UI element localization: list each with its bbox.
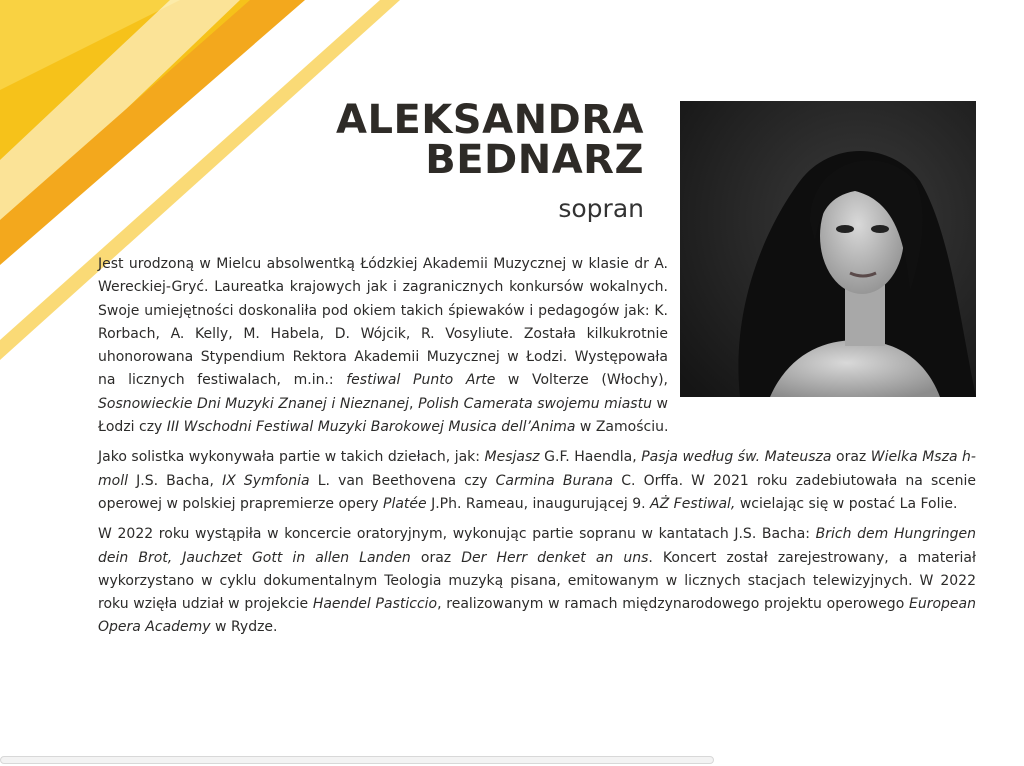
bio-p1-segment: Jest urodzoną w Mielcu absolwentką Łódzkiej Akademii Muzycznej w klasie dr A. Wereckiej-Gryć. Laureatka krajowych jak i zagranicznych konkursów wokalnych. Swoje umiejętności doskonaliła pod okiem takich śpiewaków i pedagogów jak: K. Rorbach, A. Kelly, M. Habela, D. Wójcik, R. Vosyliute. Została kilkukrotnie uhonorowana Stypendium Rektora Akademii Muzycznej w Łodzi. Występowała na licznych festiwalach, m.in.: — [98, 256, 668, 389]
bio-p1-segment: w Łodzi czy — [98, 395, 669, 436]
bio-p3-segment: European Opera Academy — [98, 596, 976, 636]
bio-p2-segment: G.F. Haendla, — [539, 449, 642, 466]
bio-paragraph-3 — [98, 523, 976, 639]
bio-p1-segment: w Zamościu. — [575, 419, 669, 436]
bio-p2-segment: Carmina Burana — [495, 472, 614, 489]
bio-p3-segment: Brich dem Hungringen dein Brot, Jauchzet Gott in allen Landen — [98, 526, 976, 566]
bio-p2-segment: Mesjasz — [484, 449, 540, 466]
bio-p2-segment: IX Symfonia — [222, 472, 310, 489]
bio-p3-segment: , realizowanym w ramach międzynarodowego projektu operowego — [437, 596, 909, 613]
bio-p3-segment: oraz — [410, 549, 462, 566]
bio-p2-segment: C. Orffa. W 2021 roku zadebiutowała na scenie operowej w polskiej prapremierze opery — [98, 472, 976, 512]
bio-p2-segment: Platée — [383, 495, 427, 512]
voice-type: sopran — [558, 194, 644, 223]
bio-p1-segment: festiwal Punto Arte — [346, 372, 496, 389]
bio-p3-segment: . Koncert został zarejestrowany, a materiał wykorzystano w cyklu dokumentalnym Teologia muzyką pisana, emitowanym w licznych stacjach telewizyjnych. W 2022 roku wzięła udział w projekcie — [98, 549, 976, 613]
bio-p1-segment: Polish Camerata swojemu miastu — [418, 395, 652, 412]
horizontal-scrollbar[interactable] — [0, 756, 714, 764]
bio-p1-segment: Sosnowieckie Dni Muzyki Znanej i Nieznanej — [98, 395, 410, 412]
biography — [98, 253, 976, 647]
bio-p2-segment: J.Ph. Rameau, inaugurującej 9. — [426, 495, 651, 512]
bio-p2-segment: oraz — [831, 449, 871, 466]
bio-paragraph-2 — [98, 446, 976, 516]
bio-p2-segment: J.S. Bacha, — [127, 472, 223, 489]
bio-p2-segment: Wielka Msza h-moll — [98, 449, 976, 489]
first-name: ALEKSANDRA — [336, 97, 644, 143]
photo-wrap-spacer — [668, 253, 976, 415]
bio-p2-segment: Pasja według św. Mateusza — [641, 449, 832, 466]
bio-paragraph-1-text — [98, 256, 668, 435]
bio-p1-segment: III Wschodni Festiwal Muzyki Barokowej Musica dell’Anima — [166, 419, 576, 436]
bio-paragraph-1 — [98, 253, 976, 439]
bio-p2-segment: Jako solistka wykonywała partie w takich dziełach, jak: — [98, 449, 485, 466]
bio-p2-segment: L. van Beethovena czy — [309, 472, 496, 489]
bio-p3-segment: Haendel Pasticcio — [312, 596, 438, 613]
bio-p2-segment: AŻ Festiwal, — [650, 495, 736, 512]
performer-name — [336, 97, 644, 183]
bio-p1-segment: w Volterze (Włochy), — [495, 372, 669, 389]
bio-p3-segment: Der Herr denket an uns — [461, 549, 649, 566]
bio-p3-segment: w Rydze. — [210, 619, 278, 636]
bio-p1-segment: , — [409, 395, 419, 412]
last-name: BEDNARZ — [425, 137, 644, 183]
bio-p3-segment: W 2022 roku wystąpiła w koncercie oratoryjnym, wykonując partie sopranu w kantatach J.S. Bacha: — [98, 526, 816, 543]
bio-p2-segment: wcielając się w postać La Folie. — [735, 495, 958, 512]
